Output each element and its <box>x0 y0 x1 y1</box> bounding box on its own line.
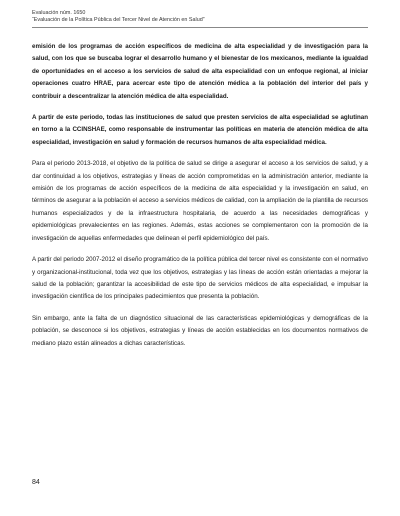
paragraph: Para el periodo 2013-2018, el objetivo de la política de salud se dirige a asegurar el acceso a los servicios de salud, y a dar continuidad a los objetivos, estrategias y líneas de acción comprometidas en la administración anterior, mediante la emisión de los programas de acción específicos de la medicina de alta especialidad y la investigación en salud, en términos de asegurar a la población el acceso a servicios médicos de calidad, con la ampliación de la plantilla de recursos humanos especializados y de la infraestructura hospitalaria, de acuerdo a las necesidades demográficas y epidemiológicas prevalecientes en las regiones. Además, estas acciones se complementaron con la promoción de la investigación de aquellas enfermedades que delinean el perfil epidemiológico del país. <box>32 160 368 242</box>
header-evaluation-number: Evaluación núm. 1650 <box>32 10 86 16</box>
document-body <box>32 41 368 359</box>
paragraph: Sin embargo, ante la falta de un diagnóstico situacional de las características epidemiológicas y demográficas de la población, se desconoce si los objetivos, estrategias y líneas de acción establecidas en los documentos normativos de mediano plazo están alineados a dichas características. <box>32 314 368 347</box>
paragraph: A partir del periodo 2007-2012 el diseño programático de la política pública del tercer nivel es consistente con el normativo y organizacional-institucional, toda vez que los objetivos, estrategias y las líneas de acción están orientadas a mejorar la salud de la población; garantizar la accesibilidad de este tipo de servicios médicos de alta especialidad, e impulsar la investigación científica de los principales padecimientos que presenta la población. <box>32 256 368 301</box>
page-number: 84 <box>32 479 40 486</box>
paragraph: emisión de los programas de acción específicos de medicina de alta especialidad y de investigación para la salud, con los que se buscaba lograr el desarrollo humano y el bienestar de los mexicanos, mediante la igualdad de oportunidades en el acceso a los servicios de salud de alta especialidad con un enfoque regional, al iniciar operaciones cuatro HRAE, para acercar este tipo de atención médica a la población del interior del país y contribuir a descentralizar la atención médica de alta especialidad. <box>32 43 368 100</box>
paragraph: A partir de este periodo, todas las instituciones de salud que presten servicios de alta especialidad se aglutinan en torno a la CCINSHAE, como responsable de instrumentar las políticas en materia de atención médica de alta especialidad, investigación en salud y formación de recursos humanos de alta especialidad médica. <box>32 114 368 146</box>
running-header <box>32 10 362 24</box>
header-evaluation-title: “Evaluación de la Política Pública del Tercer Nivel de Atención en Salud” <box>32 17 205 23</box>
header-divider <box>32 27 368 28</box>
